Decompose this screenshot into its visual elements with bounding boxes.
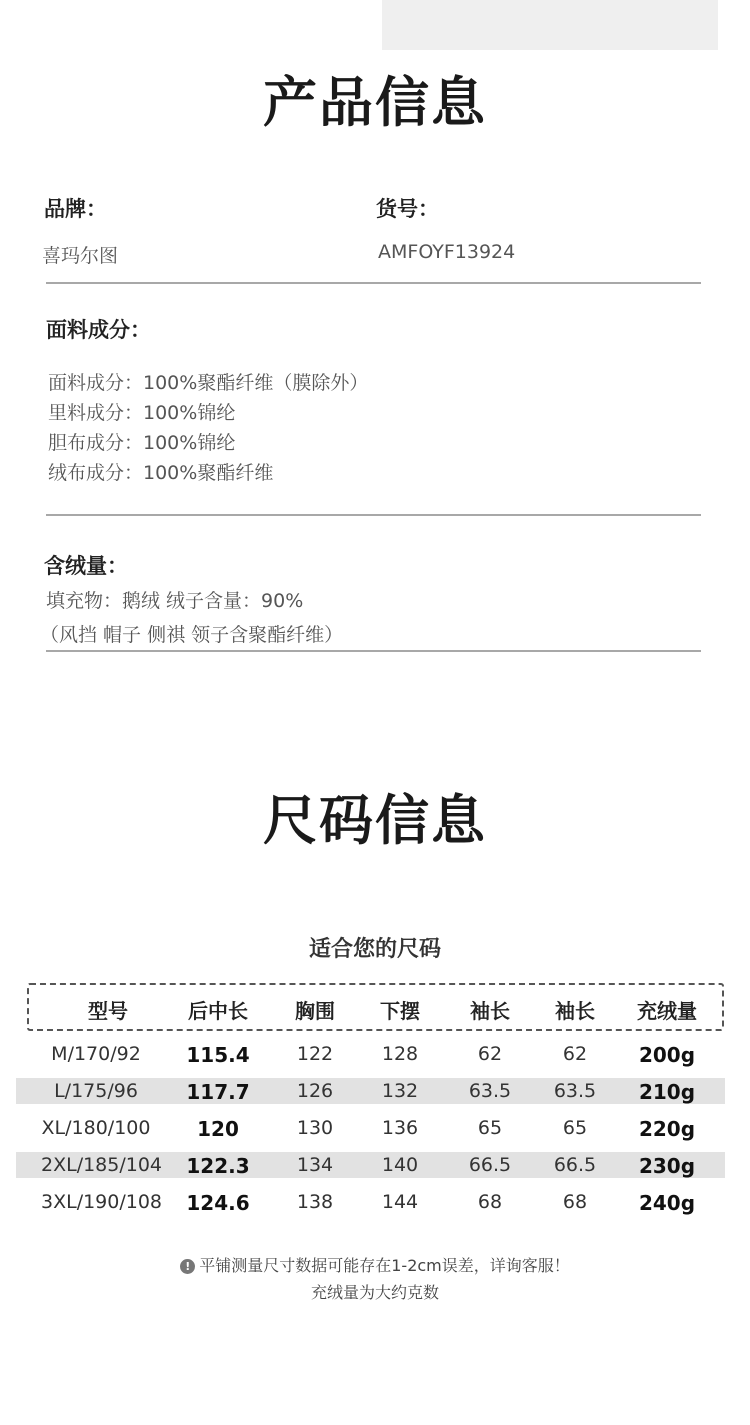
table-cell: L/175/96 — [54, 1080, 138, 1102]
table-cell: 230g — [638, 1154, 696, 1178]
fabric-line: 绒布成分：100%聚酯纤维 — [48, 462, 274, 484]
divider — [46, 650, 701, 652]
table-cell: 63.5 — [468, 1080, 512, 1102]
measurement-note — [0, 1253, 750, 1276]
table-cell: 144 — [381, 1191, 419, 1213]
exclamation-circle-icon: ! — [180, 1259, 195, 1274]
divider — [46, 282, 701, 284]
product-info-title: 产品信息 — [263, 71, 487, 134]
column-header: 型号 — [88, 999, 128, 1023]
table-cell: 117.7 — [186, 1080, 250, 1104]
table-cell: 132 — [381, 1080, 419, 1102]
fill-note: 充绒量为大约克数 — [310, 1283, 439, 1302]
table-cell: 62 — [477, 1043, 503, 1065]
table-cell: 2XL/185/104 — [41, 1154, 163, 1176]
fabric-line: 胆布成分：100%锦纶 — [48, 432, 236, 454]
size-subtitle: 适合您的尺码 — [308, 937, 441, 962]
table-cell: 63.5 — [553, 1080, 597, 1102]
table-cell: 3XL/190/108 — [41, 1191, 163, 1213]
table-cell: 115.4 — [186, 1043, 250, 1067]
table-cell: 136 — [381, 1117, 419, 1139]
brand-value: 喜玛尔图 — [42, 245, 119, 267]
table-cell: 68 — [562, 1191, 588, 1213]
table-cell: 66.5 — [468, 1154, 512, 1176]
column-header: 袖长 — [470, 999, 510, 1023]
sku-value: AMFOYF13924 — [378, 241, 516, 263]
table-cell: 66.5 — [553, 1154, 597, 1176]
table-cell: 200g — [638, 1043, 696, 1067]
table-cell: 210g — [638, 1080, 696, 1104]
table-cell: 122.3 — [186, 1154, 250, 1178]
table-cell: 124.6 — [186, 1191, 250, 1215]
table-cell: 126 — [296, 1080, 334, 1102]
down-line: （风挡 帽子 侧祺 领子含聚酯纤维） — [40, 624, 344, 646]
table-cell: 240g — [638, 1191, 696, 1215]
table-cell: M/170/92 — [51, 1043, 141, 1065]
brand-label: 品牌： — [44, 197, 107, 221]
note-text: 平铺测量尺寸数据可能存在1-2cm误差，详询客服！ — [199, 1256, 570, 1275]
column-header: 充绒量 — [637, 999, 697, 1023]
table-cell: 62 — [562, 1043, 588, 1065]
column-header: 袖长 — [555, 999, 595, 1023]
table-cell: 140 — [381, 1154, 419, 1176]
table-cell: 68 — [477, 1191, 503, 1213]
size-info-title: 尺码信息 — [263, 789, 487, 852]
fabric-line: 里料成分：100%锦纶 — [48, 402, 236, 424]
column-header: 后中长 — [188, 999, 248, 1023]
fabric-label: 面料成分： — [46, 318, 151, 342]
table-cell: 130 — [296, 1117, 334, 1139]
table-cell: XL/180/100 — [41, 1117, 151, 1139]
down-label: 含绒量： — [44, 554, 128, 578]
table-cell: 122 — [296, 1043, 334, 1065]
table-cell: 65 — [562, 1117, 588, 1139]
table-cell: 138 — [296, 1191, 334, 1213]
sku-label: 货号： — [376, 197, 439, 221]
table-cell: 120 — [197, 1117, 239, 1141]
down-line: 填充物：鹅绒 绒子含量：90% — [46, 590, 304, 612]
divider — [46, 514, 701, 516]
table-cell: 65 — [477, 1117, 503, 1139]
table-cell: 220g — [638, 1117, 696, 1141]
column-header: 胸围 — [295, 999, 335, 1023]
top-gray-block — [382, 0, 718, 50]
table-cell: 134 — [296, 1154, 334, 1176]
table-cell: 128 — [381, 1043, 419, 1065]
column-header: 下摆 — [380, 999, 420, 1023]
fabric-line: 面料成分：100%聚酯纤维（膜除外） — [48, 372, 369, 394]
